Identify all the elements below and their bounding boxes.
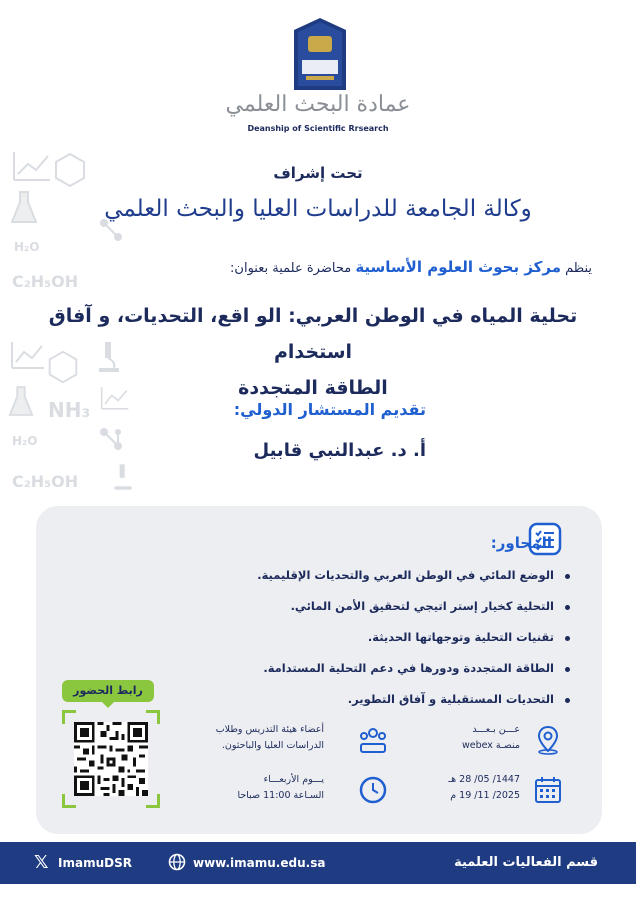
website-link[interactable]: www.imamu.edu.sa: [193, 856, 326, 870]
globe-icon: [168, 853, 186, 871]
list-item: الطاقة المتجددة ودورها في دعم التحلية المستدامة.: [190, 653, 570, 684]
list-item: التحلية كخيار إستر اتيجي لتحقيق الأمن المائي.: [190, 591, 570, 622]
deanship-english: Deanship of Scientific Rrsearch: [247, 124, 389, 133]
microscope-icon: [112, 462, 134, 492]
molecule-icon: [96, 424, 126, 454]
location-pin-icon: [532, 724, 564, 756]
social-handle-link[interactable]: ImamuDSR: [58, 856, 132, 870]
audience-line-2: الدراسات العليا والباحثون.: [221, 740, 324, 751]
audience-info: [216, 722, 324, 754]
date-info: [448, 772, 520, 804]
deanship-arabic: عمادة البحث العلمي: [225, 92, 411, 117]
lecture-title: [18, 298, 608, 406]
mode-info: [462, 722, 520, 754]
list-item: التحديات المستقبلية و آفاق التطوير.: [190, 684, 570, 715]
lecture-title-line-1: تحلية المياه في الوطن العربي: الو اقع، التحديات، و آفاق استخدام: [48, 305, 578, 363]
under-supervision: تحت إشراف: [273, 164, 363, 182]
audience-line-1: أعضاء هيئة التدريس وطلاب: [215, 724, 324, 735]
organizer-prefix: ينظم: [565, 261, 592, 276]
mode-line-2: منصـة webex: [461, 740, 520, 751]
organizer-suffix: محاضرة علمية بعنوان:: [230, 261, 352, 276]
attendance-link-label: رابط الحضور: [62, 680, 154, 702]
lecture-title-line-2: الطاقة المتجددة: [238, 377, 388, 399]
agency-title: وكالة الجامعة للدراسات العليا والبحث العلمي: [104, 196, 532, 222]
time-info: [238, 772, 324, 804]
axes-list: [190, 560, 570, 715]
clock-icon: [357, 774, 389, 806]
department-name: قسم الفعاليات العلمية: [454, 855, 598, 870]
presenter-label: تقديم المستشار الدولي:: [233, 400, 426, 419]
organizer-center: مركز بحوث العلوم الأساسية: [355, 258, 561, 276]
date-hijri: 1447/ 05/ 28 هـ: [448, 774, 520, 785]
presenter-name: أ. د. عبدالنبي قابيل: [253, 440, 426, 461]
list-item: تقنيات التحلية وتوجهاتها الحديثة.: [190, 622, 570, 653]
time-text: السـاعة 11:00 صباحا: [237, 790, 324, 801]
day-text: يـــوم الأربعـــاء: [263, 774, 324, 785]
decor-ethanol: C₂H₅OH: [12, 272, 79, 291]
audience-icon: [357, 724, 389, 756]
list-item: الوضع المائي في الوطن العربي والتحديات الإقليمية.: [190, 560, 570, 591]
decor-ammonia: NH₃: [48, 398, 91, 422]
organizer-line: [230, 258, 592, 276]
attendance-qr-code[interactable]: [74, 722, 148, 796]
decor-ethanol: C₂H₅OH: [12, 472, 79, 491]
decor-h2o: H₂O: [14, 240, 40, 254]
university-logo-icon: [290, 16, 350, 92]
decor-h2o: H₂O: [12, 434, 38, 448]
x-logo-icon[interactable]: 𝕏: [34, 852, 49, 873]
axes-title: المحاور:: [490, 534, 552, 552]
calendar-icon: [532, 774, 564, 806]
mode-line-1: عـــن بـعـــد: [472, 724, 520, 735]
date-gregorian: 2025/ 11/ 19 م: [450, 790, 520, 801]
